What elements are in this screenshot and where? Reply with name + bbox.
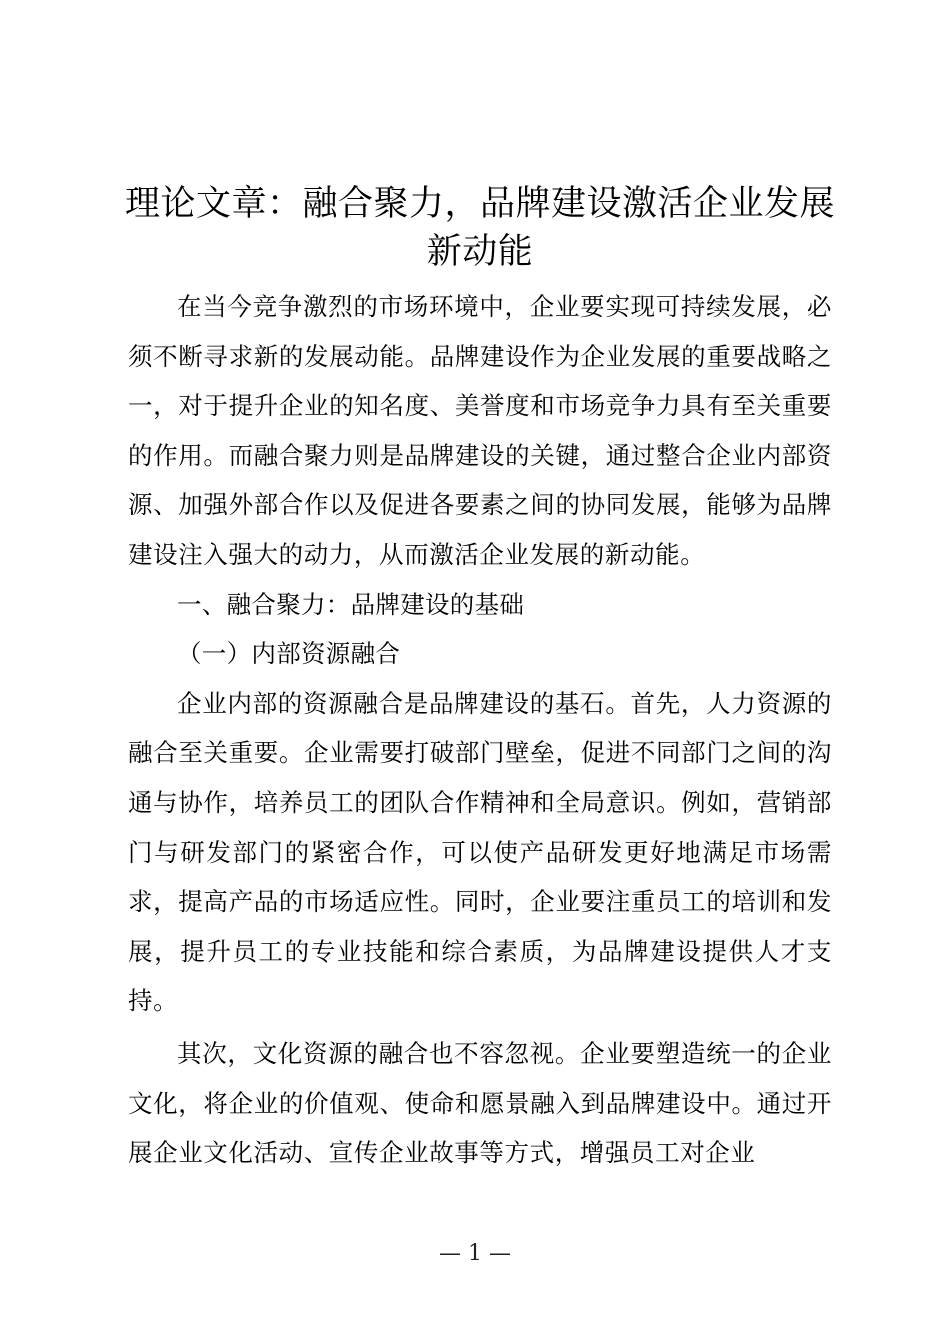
intro-paragraph: 在当今竞争激烈的市场环境中，企业要实现可持续发展，必须不断寻求新的发展动能。品牌建设作为企业发展的重要战略之一，对于提升企业的知名度、美誉度和市场竞争力具有至关重要的作用。而融合聚力则是品牌建设的关键，通过整合企业内部资源、加强外部合作以及促进各要素之间的协同发展，能够为品牌建设注入强大的动力，从而激活企业发展的新动能。 bbox=[128, 292, 832, 569]
section-heading: 一、融合聚力：品牌建设的基础 bbox=[177, 589, 525, 619]
page-number: — 1 — bbox=[439, 1241, 511, 1266]
document-body bbox=[128, 282, 832, 1178]
document-title: 理论文章：融合聚力，品牌建设激活企业发展新动能 bbox=[124, 184, 835, 272]
subsection-heading: （一）内部资源融合 bbox=[177, 639, 401, 669]
body-paragraph-human-resources: 企业内部的资源融合是品牌建设的基石。首先，人力资源的融合至关重要。企业需要打破部门壁垒，促进不同部门之间的沟通与协作，培养员工的团队合作精神和全局意识。例如，营销部门与研发部门的紧密合作，可以使产品研发更好地满足市场需求，提高产品的市场适应性。同时，企业要注重员工的培训和发展，提升员工的专业技能和综合素质，为品牌建设提供人才支持。 bbox=[128, 688, 832, 1016]
body-paragraph-culture: 其次，文化资源的融合也不容忽视。企业要塑造统一的企业文化，将企业的价值观、使命和愿景融入到品牌建设中。通过开展企业文化活动、宣传企业故事等方式，增强员工对企业 bbox=[128, 1038, 832, 1168]
